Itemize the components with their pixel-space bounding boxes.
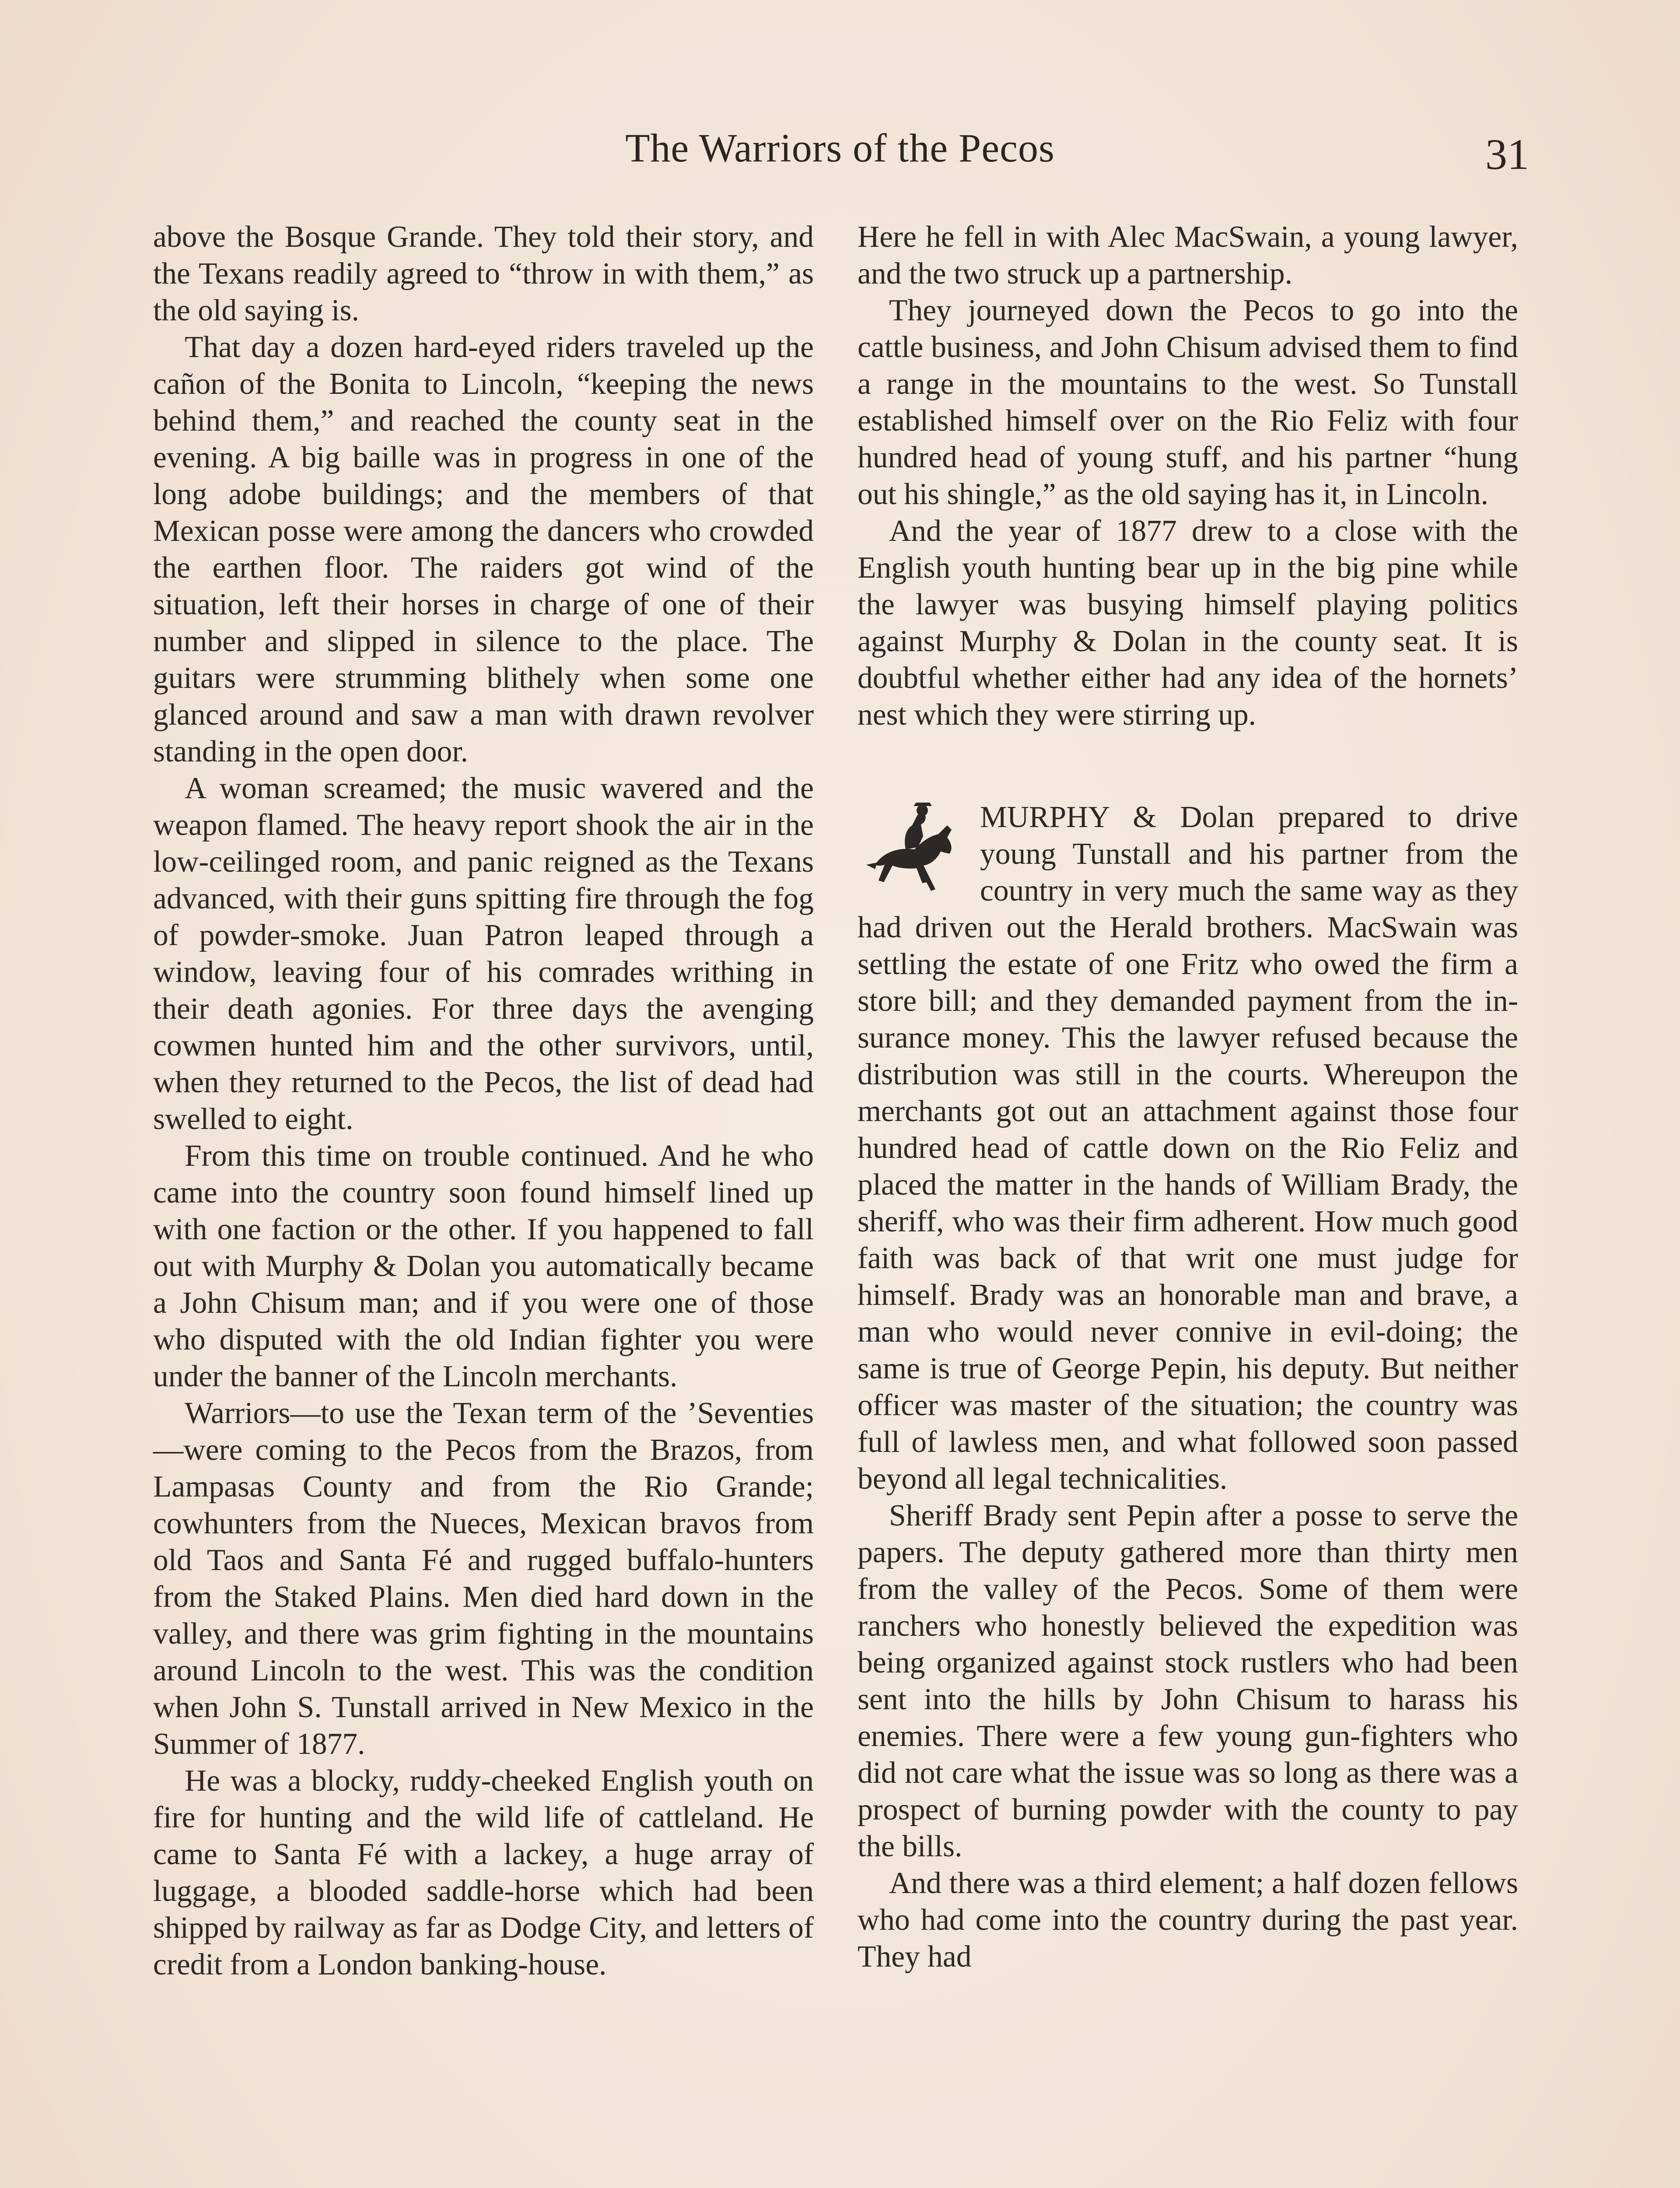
paragraph: They journeyed down the Pecos to go into the cattle business, and John Chisum advised them to find a range in the mountains to the west. So Tunstall established himself over on the Rio Feliz with four hundred head of young stuff, and his partner “hung out his shingle,” as the old saying has it, in Lincoln. bbox=[858, 294, 1518, 511]
right-column bbox=[858, 219, 1518, 1975]
paragraph: Sheriff Brady sent Pepin after a posse to serve the papers. The deputy gathered more than thirty men from the valley of the Pecos. Some of them were ranchers who honestly believed the expedition was being organized against stock rustlers who had been sent into the hills by John Chisum to harass his enemies. There were a few young gun-fighters who did not care what the issue was so long as there was a prospect of burning powder with the county to pay the bills. bbox=[858, 1499, 1518, 1863]
paragraph: From this time on trouble continued. And he who came into the country soon found himself lined up with one faction or the other. If you happened to fall out with Murphy & Dolan you automatically became a John Chisum man; and if you were one of those who disputed with the old Indian fighter you were under the banner of the Lincoln merchants. bbox=[153, 1139, 814, 1393]
paragraph: MURPHY & Dolan prepared to drive young Tunstall and his partner from the country in very much the same way as they had driven out the Herald brothers. MacSwain was settling the estate of one Fritz who owed the firm a store bill; and they demanded payment from the insurance money. This the lawyer refused because the distribution was still in the courts. Whereupon the merchants got out an attachment against those four hundred head of cattle down on the Rio Feliz and placed the matter in the hands of William Brady, the sheriff, who was their firm adherent. How much good faith was back of that writ one must judge for himself. Brady was an honorable man and brave, a man who would never connive in evil-doing; the same is true of George Pepin, his deputy. But neither officer was master of the situation; the country was full of lawless men, and what followed soon passed beyond all legal technicalities. bbox=[858, 800, 1518, 1496]
paragraph: That day a dozen hard-eyed riders traveled up the cañon of the Bonita to Lincoln, “keeping the news behind them,” and reached the county seat in the evening. A big baille was in progress in one of the long adobe buildings; and the members of that Mexican posse were among the dancers who crowded the earthen floor. The raiders got wind of the situation, left their horses in charge of one of their number and slipped in silence to the place. The guitars were strumming blithely when some one glanced around and saw a man with drawn revolver standing in the open door. bbox=[153, 330, 814, 768]
paragraph: Warriors—to use the Texan term of the ’Seventies—were coming to the Pecos from the Brazos, from Lampasas County and from the Rio Grande; cowhunters from the Nueces, Mexican bravos from old Taos and Santa Fé and rugged buffalo-hunters from the Staked Plains. Men died hard down in the valley, and there was grim fighting in the mountains around Lincoln to the west. This was the condition when John S. Tunstall arrived in New Mexico in the Summer of 1877. bbox=[153, 1396, 814, 1761]
left-column bbox=[153, 219, 814, 1983]
paragraph: He was a blocky, ruddy-cheeked English youth on fire for hunting and the wild life of cattleland. He came to Santa Fé with a lackey, a huge array of luggage, a blooded saddle-horse which had been shipped by railway as far as Dodge City, and letters of credit from a London banking-house. bbox=[153, 1764, 814, 1981]
page-number: 31 bbox=[1485, 130, 1529, 179]
running-title: The Warriors of the Pecos bbox=[625, 126, 1055, 170]
horse-and-rider-icon bbox=[858, 799, 967, 900]
paragraph: A woman screamed; the music wavered and the weapon flamed. The heavy report shook the air in the low-ceilinged room, and panic reigned as the Texans advanced, with their guns spitting fire through the fog of powder-smoke. Juan Patron leaped through a window, leaving four of his comrades writhing in their death agonies. For three days the avenging cowmen hunted him and the other survivors, until, when they returned to the Pecos, the list of dead had swelled to eight. bbox=[153, 771, 814, 1136]
paragraph: And the year of 1877 drew to a close with the English youth hunting bear up in the big pine while the lawyer was busying himself playing politics against Murphy & Dolan in the county seat. It is doubtful whether either had any idea of the hornets’ nest which they were stirring up. bbox=[858, 514, 1518, 732]
paragraph: above the Bosque Grande. They told their story, and the Texans readily agreed to “throw in with them,” as the old saying is. bbox=[153, 220, 814, 327]
paragraph: Here he fell in with Alec MacSwain, a young lawyer, and the two struck up a partnership. bbox=[858, 220, 1518, 291]
paragraph: And there was a third element; a half dozen fellows who had come into the country during the past year. They had bbox=[858, 1866, 1518, 1974]
